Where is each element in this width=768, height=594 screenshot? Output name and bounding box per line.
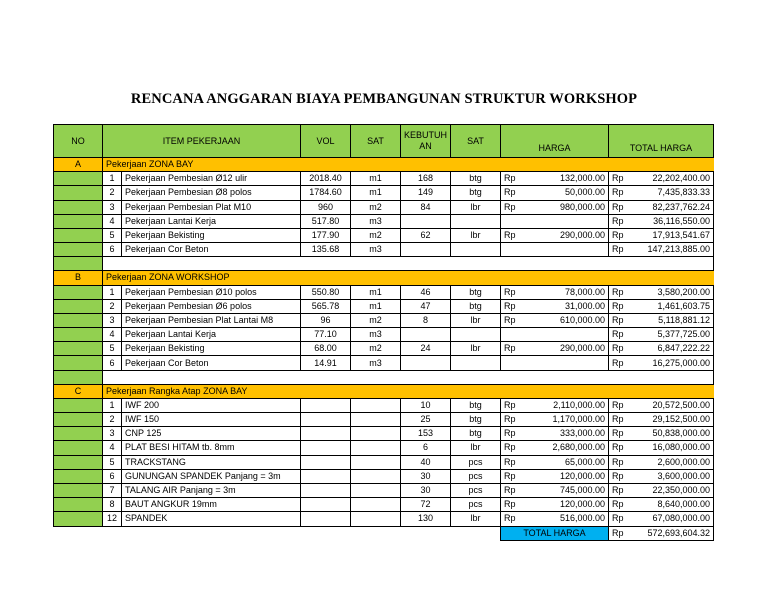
row-harga: 333,000.00	[524, 427, 609, 441]
row-harga: 290,000.00	[524, 342, 609, 356]
row-unit	[351, 512, 401, 526]
table-row	[54, 469, 714, 483]
header-item: ITEM PEKERJAAN	[103, 125, 301, 158]
row-number: 4	[103, 214, 122, 228]
row-unit2: btg	[451, 285, 501, 299]
table-row	[54, 328, 714, 342]
table-row	[54, 172, 714, 186]
spacer-cell	[103, 370, 714, 384]
row-unit: m3	[351, 356, 401, 370]
row-unit	[351, 498, 401, 512]
row-kebutuhan: 24	[401, 342, 451, 356]
row-unit2: btg	[451, 427, 501, 441]
row-green-margin	[54, 243, 103, 257]
row-unit2: btg	[451, 413, 501, 427]
row-harga: 290,000.00	[524, 228, 609, 242]
row-harga-currency: Rp	[501, 498, 524, 512]
row-kebutuhan: 30	[401, 469, 451, 483]
row-item: Pekerjaan Pembesian Plat M10	[122, 200, 301, 214]
row-unit: m2	[351, 200, 401, 214]
row-unit	[351, 413, 401, 427]
row-number: 5	[103, 342, 122, 356]
row-harga-currency: Rp	[501, 483, 524, 497]
table-row	[54, 483, 714, 497]
row-unit2: pcs	[451, 498, 501, 512]
row-harga-currency: Rp	[501, 398, 524, 412]
row-item: TRACKSTANG	[122, 455, 301, 469]
row-total-currency: Rp	[609, 243, 632, 257]
row-harga: 610,000.00	[524, 313, 609, 327]
row-unit: m3	[351, 243, 401, 257]
row-total: 3,600,000.00	[632, 469, 714, 483]
row-harga	[524, 328, 609, 342]
row-total-currency: Rp	[609, 398, 632, 412]
spacer-green-margin	[54, 370, 103, 384]
row-kebutuhan	[401, 328, 451, 342]
row-number: 5	[103, 228, 122, 242]
row-unit: m1	[351, 285, 401, 299]
row-total-currency: Rp	[609, 427, 632, 441]
row-green-margin	[54, 398, 103, 412]
row-number: 1	[103, 172, 122, 186]
table-row	[54, 441, 714, 455]
row-green-margin	[54, 214, 103, 228]
section-letter: C	[54, 384, 103, 398]
spacer-cell	[103, 257, 714, 271]
row-total-currency: Rp	[609, 172, 632, 186]
row-kebutuhan: 47	[401, 299, 451, 313]
table-row	[54, 398, 714, 412]
header-no: NO	[54, 125, 103, 158]
row-number: 6	[103, 356, 122, 370]
row-total: 5,377,725.00	[632, 328, 714, 342]
row-total-currency: Rp	[609, 214, 632, 228]
section-letter: B	[54, 271, 103, 285]
row-unit2: pcs	[451, 455, 501, 469]
table-row	[54, 214, 714, 228]
row-number: 6	[103, 469, 122, 483]
row-unit2: pcs	[451, 483, 501, 497]
row-harga: 78,000.00	[524, 285, 609, 299]
row-unit: m1	[351, 299, 401, 313]
row-kebutuhan: 130	[401, 512, 451, 526]
row-number: 7	[103, 483, 122, 497]
row-green-margin	[54, 342, 103, 356]
row-unit2: btg	[451, 172, 501, 186]
row-harga: 65,000.00	[524, 455, 609, 469]
row-unit2	[451, 328, 501, 342]
table-row	[54, 243, 714, 257]
row-volume: 550.80	[301, 285, 351, 299]
row-green-margin	[54, 483, 103, 497]
row-harga-currency: Rp	[501, 172, 524, 186]
row-total: 5,118,881.12	[632, 313, 714, 327]
row-unit2: lbr	[451, 342, 501, 356]
row-volume: 177.90	[301, 228, 351, 242]
row-total-currency: Rp	[609, 356, 632, 370]
row-total-currency: Rp	[609, 413, 632, 427]
row-green-margin	[54, 200, 103, 214]
row-total: 2,600,000.00	[632, 455, 714, 469]
row-harga-currency: Rp	[501, 413, 524, 427]
row-total: 36,116,550.00	[632, 214, 714, 228]
row-item: SPANDEK	[122, 512, 301, 526]
row-unit2: btg	[451, 186, 501, 200]
table-row	[54, 313, 714, 327]
table-row	[54, 200, 714, 214]
grand-total-spacer	[54, 526, 501, 540]
row-total-currency: Rp	[609, 498, 632, 512]
row-harga: 745,000.00	[524, 483, 609, 497]
row-green-margin	[54, 512, 103, 526]
row-item: PLAT BESI HITAM tb. 8mm	[122, 441, 301, 455]
row-item: Pekerjaan Pembesian Plat Lantai M8	[122, 313, 301, 327]
row-harga-currency: Rp	[501, 455, 524, 469]
row-unit: m2	[351, 313, 401, 327]
row-harga: 1,170,000.00	[524, 413, 609, 427]
row-kebutuhan	[401, 243, 451, 257]
row-total: 82,237,762.24	[632, 200, 714, 214]
row-total: 8,640,000.00	[632, 498, 714, 512]
row-item: Pekerjaan Pembesian Ø10 polos	[122, 285, 301, 299]
section-name: Pekerjaan ZONA BAY	[103, 158, 714, 172]
row-unit2	[451, 214, 501, 228]
section-row	[54, 158, 714, 172]
row-unit2: lbr	[451, 441, 501, 455]
spacer-row	[54, 257, 714, 271]
row-harga-currency: Rp	[501, 228, 524, 242]
row-volume: 960	[301, 200, 351, 214]
section-name: Pekerjaan ZONA WORKSHOP	[103, 271, 714, 285]
grand-total-value: 572,693,604.32	[632, 526, 714, 540]
table-row	[54, 512, 714, 526]
row-harga: 120,000.00	[524, 469, 609, 483]
row-total: 147,213,885.00	[632, 243, 714, 257]
row-number: 1	[103, 398, 122, 412]
row-number: 6	[103, 243, 122, 257]
row-unit: m1	[351, 172, 401, 186]
row-kebutuhan: 168	[401, 172, 451, 186]
row-green-margin	[54, 356, 103, 370]
header-vol: VOL	[301, 125, 351, 158]
row-green-margin	[54, 299, 103, 313]
row-harga-currency	[501, 328, 524, 342]
row-number: 4	[103, 441, 122, 455]
section-row	[54, 271, 714, 285]
row-unit	[351, 398, 401, 412]
row-unit2: btg	[451, 398, 501, 412]
table-row	[54, 186, 714, 200]
row-total: 20,572,500.00	[632, 398, 714, 412]
row-volume: 1784.60	[301, 186, 351, 200]
row-number: 12	[103, 512, 122, 526]
row-volume: 517.80	[301, 214, 351, 228]
row-harga	[524, 243, 609, 257]
row-unit	[351, 455, 401, 469]
row-number: 1	[103, 285, 122, 299]
row-item: CNP 125	[122, 427, 301, 441]
row-green-margin	[54, 285, 103, 299]
row-kebutuhan: 10	[401, 398, 451, 412]
row-harga-currency: Rp	[501, 427, 524, 441]
table-header-row	[54, 125, 714, 158]
row-volume	[301, 455, 351, 469]
row-volume	[301, 427, 351, 441]
row-number: 3	[103, 427, 122, 441]
row-harga-currency: Rp	[501, 299, 524, 313]
row-total: 29,152,500.00	[632, 413, 714, 427]
row-volume	[301, 398, 351, 412]
row-unit2: lbr	[451, 512, 501, 526]
header-sat2: SAT	[451, 125, 501, 158]
row-unit2	[451, 243, 501, 257]
row-unit2: lbr	[451, 200, 501, 214]
row-harga	[524, 214, 609, 228]
row-volume	[301, 469, 351, 483]
row-volume	[301, 483, 351, 497]
row-total-currency: Rp	[609, 200, 632, 214]
row-number: 5	[103, 455, 122, 469]
row-volume: 565.78	[301, 299, 351, 313]
row-unit: m3	[351, 328, 401, 342]
row-harga: 120,000.00	[524, 498, 609, 512]
row-harga-currency	[501, 356, 524, 370]
table-row	[54, 285, 714, 299]
row-volume: 77.10	[301, 328, 351, 342]
row-total: 16,275,000.00	[632, 356, 714, 370]
row-item: Pekerjaan Pembesian Ø8 polos	[122, 186, 301, 200]
row-harga: 516,000.00	[524, 512, 609, 526]
table-row	[54, 299, 714, 313]
budget-table	[53, 124, 714, 541]
row-kebutuhan: 6	[401, 441, 451, 455]
row-item: Pekerjaan Bekisting	[122, 228, 301, 242]
row-item: Pekerjaan Pembesian Ø12 ulir	[122, 172, 301, 186]
section-row	[54, 384, 714, 398]
row-green-margin	[54, 469, 103, 483]
header-kebutuhan-line1: KEBUTUH	[404, 130, 448, 140]
row-number: 3	[103, 313, 122, 327]
row-green-margin	[54, 413, 103, 427]
row-harga: 980,000.00	[524, 200, 609, 214]
table-row	[54, 427, 714, 441]
row-kebutuhan: 84	[401, 200, 451, 214]
row-total: 16,080,000.00	[632, 441, 714, 455]
row-item: Pekerjaan Lantai Kerja	[122, 214, 301, 228]
row-number: 2	[103, 186, 122, 200]
row-unit: m2	[351, 342, 401, 356]
row-harga: 132,000.00	[524, 172, 609, 186]
header-kebutuhan	[401, 125, 451, 158]
row-unit2	[451, 356, 501, 370]
grand-total-label: TOTAL HARGA	[501, 526, 609, 540]
row-green-margin	[54, 441, 103, 455]
row-harga-currency: Rp	[501, 200, 524, 214]
row-green-margin	[54, 186, 103, 200]
row-volume	[301, 413, 351, 427]
row-kebutuhan: 149	[401, 186, 451, 200]
row-total-currency: Rp	[609, 342, 632, 356]
row-kebutuhan	[401, 356, 451, 370]
row-harga: 50,000.00	[524, 186, 609, 200]
row-harga	[524, 356, 609, 370]
row-total: 22,350,000.00	[632, 483, 714, 497]
row-total-currency: Rp	[609, 455, 632, 469]
row-green-margin	[54, 228, 103, 242]
row-total-currency: Rp	[609, 441, 632, 455]
row-kebutuhan: 62	[401, 228, 451, 242]
row-green-margin	[54, 313, 103, 327]
row-green-margin	[54, 328, 103, 342]
row-kebutuhan: 8	[401, 313, 451, 327]
row-unit	[351, 483, 401, 497]
row-kebutuhan: 72	[401, 498, 451, 512]
row-item: IWF 200	[122, 398, 301, 412]
row-total-currency: Rp	[609, 299, 632, 313]
row-kebutuhan	[401, 214, 451, 228]
row-item: BAUT ANGKUR 19mm	[122, 498, 301, 512]
row-number: 3	[103, 200, 122, 214]
row-green-margin	[54, 498, 103, 512]
row-unit: m2	[351, 228, 401, 242]
row-item: TALANG AIR Panjang = 3m	[122, 483, 301, 497]
row-kebutuhan: 30	[401, 483, 451, 497]
section-letter: A	[54, 158, 103, 172]
grand-total-row	[54, 526, 714, 540]
table-row	[54, 356, 714, 370]
row-total-currency: Rp	[609, 328, 632, 342]
row-harga-currency: Rp	[501, 441, 524, 455]
row-volume: 135.68	[301, 243, 351, 257]
row-harga-currency: Rp	[501, 186, 524, 200]
row-number: 4	[103, 328, 122, 342]
row-total: 6,847,222.22	[632, 342, 714, 356]
row-number: 2	[103, 413, 122, 427]
header-total: TOTAL HARGA	[609, 125, 714, 158]
row-total-currency: Rp	[609, 512, 632, 526]
row-harga-currency: Rp	[501, 313, 524, 327]
spacer-row	[54, 370, 714, 384]
row-volume	[301, 512, 351, 526]
row-item: Pekerjaan Lantai Kerja	[122, 328, 301, 342]
row-unit2: btg	[451, 299, 501, 313]
header-kebutuhan-line2: AN	[419, 141, 432, 151]
row-total-currency: Rp	[609, 186, 632, 200]
row-unit: m3	[351, 214, 401, 228]
document-title: RENCANA ANGGARAN BIAYA PEMBANGUNAN STRUKTUR WORKSHOP	[130, 91, 638, 107]
table-row	[54, 413, 714, 427]
spacer-green-margin	[54, 257, 103, 271]
row-item: Pekerjaan Cor Beton	[122, 356, 301, 370]
row-item: Pekerjaan Pembesian Ø6 polos	[122, 299, 301, 313]
row-total: 67,080,000.00	[632, 512, 714, 526]
row-item: Pekerjaan Cor Beton	[122, 243, 301, 257]
row-volume: 68.00	[301, 342, 351, 356]
table-row	[54, 228, 714, 242]
row-volume: 96	[301, 313, 351, 327]
row-green-margin	[54, 427, 103, 441]
row-total: 50,838,000.00	[632, 427, 714, 441]
row-kebutuhan: 46	[401, 285, 451, 299]
row-unit2: lbr	[451, 228, 501, 242]
row-number: 2	[103, 299, 122, 313]
row-volume	[301, 498, 351, 512]
row-unit2: pcs	[451, 469, 501, 483]
section-name: Pekerjaan Rangka Atap ZONA BAY	[103, 384, 714, 398]
row-total: 7,435,833.33	[632, 186, 714, 200]
row-item: GUNUNGAN SPANDEK Panjang = 3m	[122, 469, 301, 483]
row-item: Pekerjaan Bekisting	[122, 342, 301, 356]
row-kebutuhan: 153	[401, 427, 451, 441]
row-volume: 2018.40	[301, 172, 351, 186]
row-harga-currency	[501, 243, 524, 257]
row-harga-currency: Rp	[501, 342, 524, 356]
row-number: 8	[103, 498, 122, 512]
header-harga: HARGA	[501, 125, 609, 158]
row-item: IWF 150	[122, 413, 301, 427]
row-unit: m1	[351, 186, 401, 200]
row-total: 1,461,603.75	[632, 299, 714, 313]
table-row	[54, 342, 714, 356]
row-total-currency: Rp	[609, 228, 632, 242]
row-green-margin	[54, 455, 103, 469]
row-harga: 2,110,000.00	[524, 398, 609, 412]
row-kebutuhan: 40	[401, 455, 451, 469]
row-unit2: lbr	[451, 313, 501, 327]
row-total-currency: Rp	[609, 285, 632, 299]
row-volume: 14.91	[301, 356, 351, 370]
row-harga-currency	[501, 214, 524, 228]
row-total-currency: Rp	[609, 313, 632, 327]
row-unit	[351, 441, 401, 455]
row-harga-currency: Rp	[501, 285, 524, 299]
header-sat: SAT	[351, 125, 401, 158]
table-row	[54, 455, 714, 469]
row-green-margin	[54, 172, 103, 186]
row-harga: 2,680,000.00	[524, 441, 609, 455]
grand-total-currency: Rp	[609, 526, 632, 540]
row-total-currency: Rp	[609, 483, 632, 497]
row-total-currency: Rp	[609, 469, 632, 483]
row-unit	[351, 427, 401, 441]
row-volume	[301, 441, 351, 455]
row-harga-currency: Rp	[501, 512, 524, 526]
row-harga-currency: Rp	[501, 469, 524, 483]
row-unit	[351, 469, 401, 483]
row-total: 17,913,541.67	[632, 228, 714, 242]
row-total: 3,580,200.00	[632, 285, 714, 299]
row-harga: 31,000.00	[524, 299, 609, 313]
row-total: 22,202,400.00	[632, 172, 714, 186]
row-kebutuhan: 25	[401, 413, 451, 427]
table-row	[54, 498, 714, 512]
